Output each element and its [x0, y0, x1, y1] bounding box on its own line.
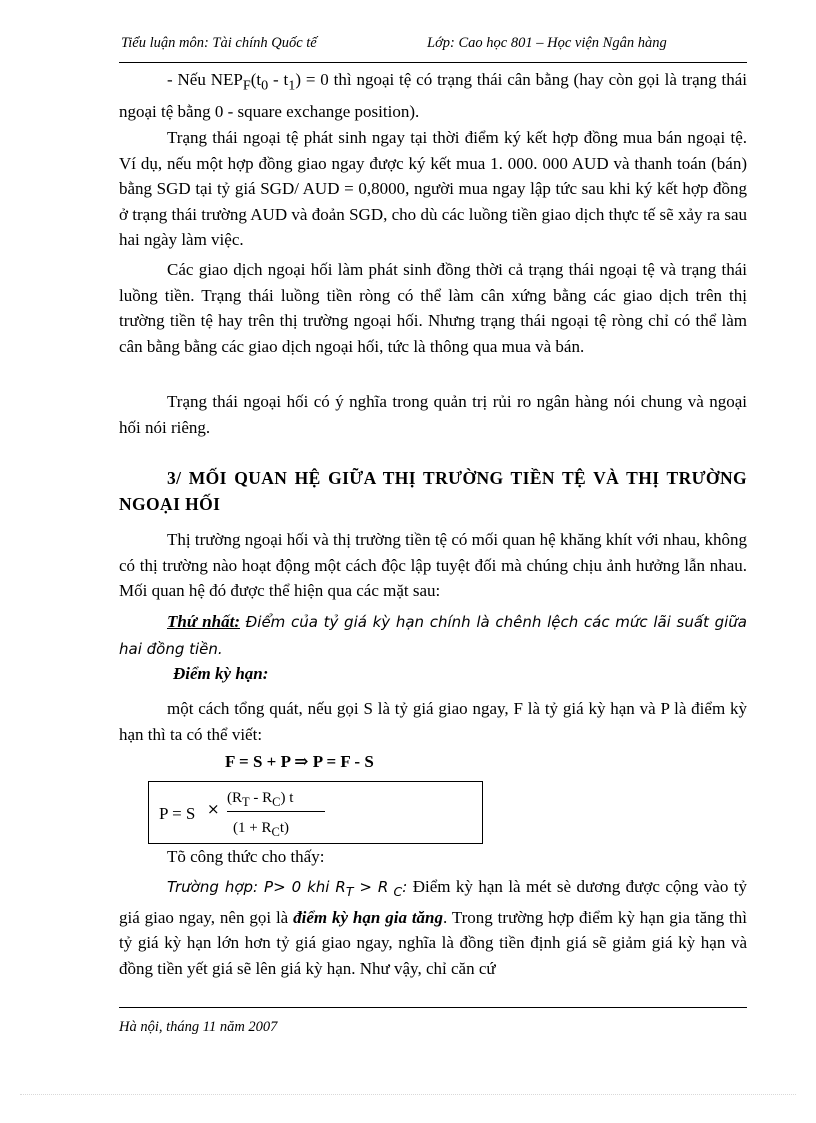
- nep-subscript: 1: [288, 77, 296, 94]
- forward-point-heading: Điểm kỳ hạn:: [173, 664, 269, 683]
- first-point-text: Điểm của tỷ giá kỳ hạn chính là chênh lệch các mức lãi suất giữa hai đồng tiền.: [119, 613, 747, 658]
- fraction-line: [227, 811, 325, 812]
- nep-text: - t: [268, 70, 289, 89]
- paragraph-text: Tõ công thức cho thấy:: [167, 847, 325, 866]
- formula-numerator: $(R_T - R_C)$ t: [227, 790, 294, 809]
- paragraph-text: Trạng thái ngoại tệ phát sinh ngay tại thời điểm ký kết hợp đồng mua bán ngoại tệ. Ví dụ, nếu một hợp đồng giao ngay được ký kết mua 1. 000. 000 AUD và thanh toán (bán) bằng SGD tại tỷ giá SGD/ AUD = 0,8000, người mua ngay lập tức sau khi ký kết hợp đồng ở trạng thái trường AUD và đoản SGD, cho dù các luồng tiền giao dịch thực tế sẽ xảy ra sau hai ngày làm việc.: [119, 128, 747, 249]
- header-class: Lớp: Cao học 801 – Học viện Ngân hàng: [427, 35, 667, 51]
- paragraph-text: Các giao dịch ngoại hối làm phát sinh đồng thời cả trạng thái ngoại tệ và trạng thái luồng tiền. Trạng thái luồng tiền ròng có thể làm cân xứng bằng các giao dịch trên thị trường tiền tệ hay trên thị trường ngoại hối. Nhưng trạng thái ngoại tệ ròng chỉ có thể làm cân bằng bằng các giao dịch ngoại hối, tức là thông qua mua và bán.: [119, 260, 747, 356]
- page-bottom-border: [20, 1094, 796, 1095]
- paragraph-text: một cách tổng quát, nếu gọi S là tỷ giá giao ngay, F là tỷ giá kỳ hạn và P là điểm kỳ hạn thì ta có thể viết:: [119, 699, 747, 744]
- paragraph-nep-condition: [119, 67, 747, 124]
- paragraph-formula-shows: [119, 844, 747, 870]
- case-text: Điểm kỳ hạn là mét sè dương được cộng vào tỷ giá giao ngay, nên gọi là: [119, 877, 748, 927]
- nep-text: ) = 0 thì ngoại tệ có trạng thái cân bằng (hay còn gọi là trạng thái ngoại tệ bằng 0 - square exchange position).: [119, 70, 747, 121]
- nep-text: - Nếu NEP: [167, 70, 243, 89]
- paragraph-text: Thị trường ngoại hối và thị trường tiền tệ có mối quan hệ khăng khít với nhau, không có thị trường nào hoạt động một cách độc lập tuyệt đối mà chúng chịu ảnh hưởng lẫn nhau. Mối quan hệ đó được thể hiện qua các mặt sau:: [119, 530, 747, 600]
- formula-denominator: $(1 + R_Ct)$: [233, 820, 289, 839]
- footer-rule: [119, 1007, 747, 1008]
- case-emphasis: điểm kỳ hạn gia tăng: [293, 907, 444, 927]
- paragraph-text: Trạng thái ngoại hối có ý nghĩa trong quản trị rủi ro ngân hàng nói chung và ngoại hối nói riêng.: [119, 392, 747, 437]
- section-heading: [119, 466, 747, 517]
- times-symbol: ×: [207, 800, 220, 818]
- paragraph-first-point: [119, 609, 747, 662]
- nep-subscript: F: [242, 77, 251, 94]
- paragraph-transactions: [119, 257, 747, 359]
- paragraph-general: [119, 696, 747, 747]
- heading-text: 3/ MỐI QUAN HỆ GIỮA THỊ TRƯỜNG TIỀN TỆ VÀ THỊ TRƯỜNG NGOẠI HỐI: [119, 468, 747, 514]
- formula-forward: F = S + P ⇒ P = F - S: [225, 752, 374, 771]
- header-course: Tiểu luận môn: Tài chính Quốc tế: [121, 35, 317, 51]
- first-point-label: Thứ nhất:: [167, 612, 240, 631]
- page-footer: Hà nội, tháng 11 năm 2007: [119, 1019, 278, 1035]
- paragraph-relationship: [119, 527, 747, 604]
- nep-text: (t: [250, 70, 262, 89]
- case-condition: Trường hợp: P> 0 khi $R_T > R$ $_C$:: [167, 878, 408, 899]
- case-text: . Trong trường hợp điểm kỳ hạn gia tăng thì tỷ giá kỳ hạn lớn hơn tỷ giá giao ngay, nghĩa là đồng tiền định giá sẽ giảm giá kỳ hạn và đồng tiền yết giá sẽ lên giá kỳ hạn. Như vậy, chỉ căn cứ: [119, 907, 747, 978]
- formula-box: [148, 781, 483, 844]
- paragraph-significance: [119, 389, 747, 440]
- formula-lhs: P = S: [159, 804, 196, 823]
- paragraph-example: [119, 125, 747, 253]
- paragraph-case: [119, 874, 747, 981]
- nep-subscript: 0: [261, 77, 269, 94]
- header-rule: [119, 62, 747, 63]
